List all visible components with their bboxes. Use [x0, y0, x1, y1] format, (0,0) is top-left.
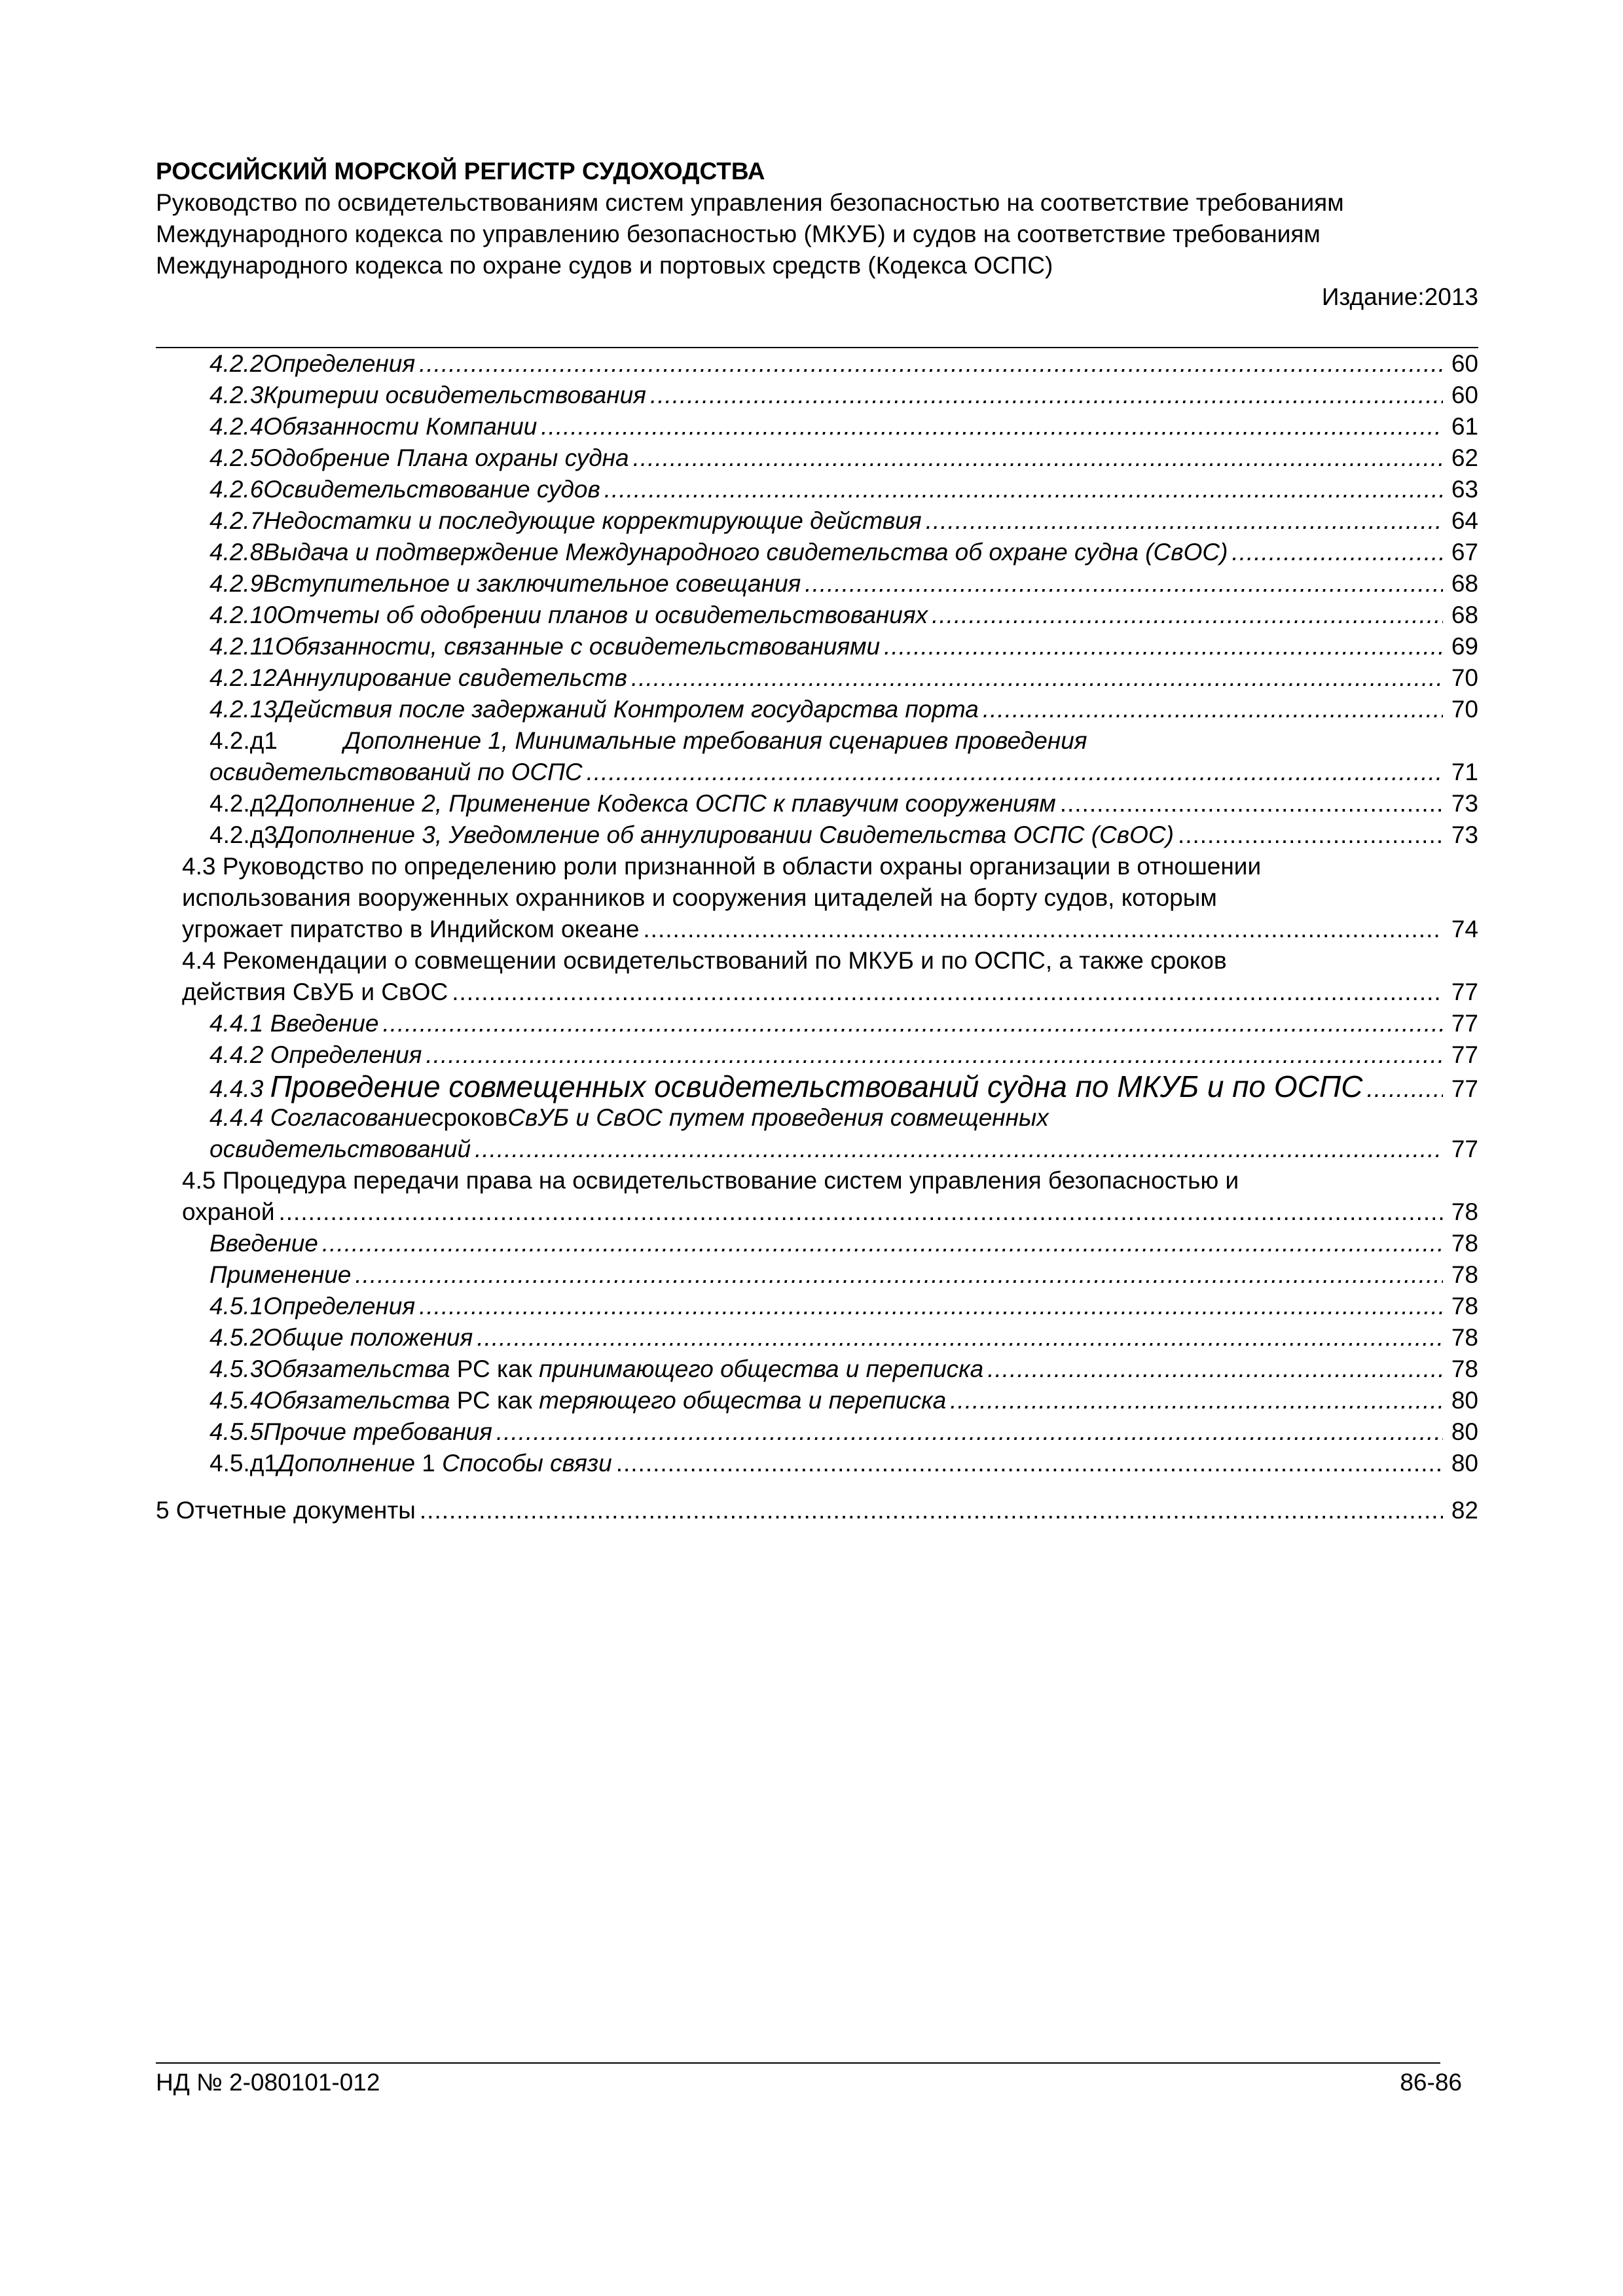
toc-entry-number: 4.4.4 — [210, 1104, 264, 1131]
toc-entry-number: 4.5.3 — [210, 1355, 264, 1382]
toc-entry[interactable] — [156, 568, 1478, 600]
toc-entry-page: 64 — [1451, 507, 1478, 534]
toc-entry[interactable] — [156, 505, 1478, 537]
toc-entry-page: 80 — [1451, 1418, 1478, 1445]
toc-entry-title: Определения — [270, 1041, 422, 1068]
toc-entry-number: 4.4.3 — [210, 1075, 264, 1102]
toc-entry[interactable] — [156, 788, 1478, 819]
dot-leader — [419, 348, 1443, 380]
toc-entry-title: Выдача и подтверждение Международного свидетельства об охране судна (СвОС) — [263, 539, 1228, 565]
toc-entry[interactable] — [156, 1102, 1478, 1134]
toc-entry-title: освидетельствований по ОСПС — [210, 759, 583, 785]
toc-entry[interactable] — [156, 1448, 1478, 1479]
toc-entry-number: 4.2.6 — [210, 476, 264, 503]
toc-entry-number: 4.2.2 — [210, 350, 264, 377]
toc-entry-page: 77 — [1451, 1010, 1478, 1037]
toc-entry-page: 68 — [1451, 601, 1478, 628]
toc-entry[interactable] — [156, 1039, 1478, 1071]
toc-entry-number: 4.2.3 — [210, 382, 264, 408]
toc-entry-title: охраной — [182, 1198, 275, 1225]
toc-entry-number: 4.2.9 — [210, 570, 264, 597]
dot-leader — [322, 1228, 1443, 1259]
toc-entry[interactable] — [156, 725, 1478, 757]
toc-entry-title: Проведение совмещенных освидетельствований судна по МКУБ и по ОСПС — [270, 1069, 1363, 1103]
toc-entry[interactable] — [156, 1385, 1478, 1416]
toc-entry-title: Способы связи — [442, 1450, 612, 1477]
dot-leader — [983, 694, 1443, 725]
toc-entry-page: 69 — [1451, 633, 1478, 660]
toc-entry[interactable] — [156, 537, 1478, 568]
toc-entry-title: 4.4 Рекомендации о совмещении освидетельствований по МКУБ и по ОСПС, а также сроков — [182, 947, 1227, 974]
toc-entry-page: 74 — [1451, 916, 1478, 942]
dot-leader — [604, 474, 1443, 505]
toc-entry-number: 4.5.5 — [210, 1418, 264, 1445]
toc-entry-number: 4.2.4 — [210, 413, 264, 440]
dot-leader — [643, 914, 1443, 945]
dot-leader — [420, 1495, 1443, 1526]
toc-entry-continuation[interactable] — [156, 977, 1478, 1008]
toc-entry-page: 78 — [1451, 1230, 1478, 1257]
dot-leader — [884, 631, 1443, 662]
toc-entry[interactable] — [156, 819, 1478, 851]
toc-entry-page: 78 — [1451, 1324, 1478, 1351]
toc-entry-number: 4.2.д2 — [210, 790, 278, 817]
toc-section-4-5[interactable] — [156, 1165, 1478, 1196]
toc-entry[interactable] — [156, 411, 1478, 442]
toc-section-5[interactable] — [156, 1495, 1478, 1526]
toc-entry-continuation[interactable] — [156, 757, 1478, 788]
dot-leader — [452, 977, 1443, 1008]
edition-label: Издание:2013 — [1321, 283, 1478, 310]
toc-entry[interactable] — [156, 1071, 1478, 1102]
toc-entry-title: теряющего общества и переписка — [539, 1387, 947, 1414]
toc-entry-number: 4.5.4 — [210, 1387, 264, 1414]
toc-entry-title: РС как — [456, 1355, 532, 1382]
toc-entry-number: 4.2.д3 — [210, 821, 278, 848]
toc-entry-title: Введение — [210, 1230, 318, 1257]
toc-entry[interactable] — [156, 1228, 1478, 1259]
dot-leader — [477, 1322, 1443, 1354]
toc-entry-number: 4.2.11 — [210, 633, 276, 660]
toc-entry-title: Отчеты об одобрении планов и освидетельствованиях — [276, 601, 928, 628]
toc-section-4-3[interactable] — [156, 851, 1478, 882]
toc-entry-title: Дополнение 1, Минимальные требования сценариев проведения — [344, 727, 1087, 754]
page-footer — [156, 2067, 1462, 2098]
toc-entry-title: Определения — [263, 350, 416, 377]
toc-entry-title: принимающего общества и переписка — [539, 1355, 984, 1382]
dot-leader — [633, 442, 1443, 474]
toc-entry[interactable] — [156, 1291, 1478, 1322]
toc-entry[interactable] — [156, 1354, 1478, 1385]
dot-leader — [1060, 788, 1443, 819]
document-number: НД № 2-080101-012 — [156, 2069, 380, 2096]
toc-entry-title: Согласование — [270, 1104, 431, 1131]
toc-entry-title: Дополнение 2, Применение Кодекса ОСПС к плавучим сооружениям — [277, 790, 1056, 817]
toc-entry[interactable] — [156, 1259, 1478, 1291]
toc-entry-title: Обязанности Компании — [263, 413, 538, 440]
toc-entry-number: 4.2.д1 — [210, 727, 278, 754]
toc-entry[interactable] — [156, 380, 1478, 411]
toc-entry-title: РС как — [456, 1387, 532, 1414]
toc-entry-page: 63 — [1451, 476, 1478, 503]
table-of-contents — [156, 348, 1478, 1526]
toc-entry-number: 4.2.13 — [210, 696, 277, 723]
toc-entry-title: Одобрение Плана охраны судна — [263, 444, 629, 471]
toc-entry-continuation[interactable] — [156, 1196, 1478, 1228]
toc-entry[interactable] — [156, 1416, 1478, 1448]
document-subtitle: Руководство по освидетельствованиям систем управления безопасностью на соответствие требованиям Международного кодекса по управлению безопасностью (МКУБ) и судов на соответствие требованиям Международного кодекса по охране судов и портовых средств (Кодекса ОСПС) — [156, 189, 1344, 279]
dot-leader — [926, 505, 1443, 537]
toc-entry-page: 77 — [1451, 1041, 1478, 1068]
toc-entry-number: 4.2.12 — [210, 664, 277, 691]
toc-entry-title: использования вооруженных охранников и сооружения цитаделей на борту судов, которым — [182, 884, 1217, 911]
toc-entry-continuation[interactable] — [156, 882, 1478, 914]
toc-entry-page: 82 — [1451, 1497, 1478, 1524]
dot-leader — [279, 1196, 1444, 1228]
toc-entry-page: 78 — [1451, 1355, 1478, 1382]
toc-entry-title: Недостатки и последующие корректирующие действия — [263, 507, 922, 534]
toc-entry-number: 4.5.д1 — [210, 1450, 278, 1477]
footer-divider — [156, 2062, 1440, 2064]
dot-leader — [355, 1259, 1443, 1291]
toc-entry-title: СвУБ и СвОС путем проведения совмещенных — [507, 1104, 1049, 1131]
toc-entry-page: 60 — [1451, 350, 1478, 377]
toc-entry-page: 67 — [1451, 539, 1478, 565]
dot-leader — [1231, 537, 1443, 568]
toc-entry-page: 78 — [1451, 1293, 1478, 1319]
toc-entry-number: 4.2.8 — [210, 539, 264, 565]
toc-entry-continuation[interactable] — [156, 914, 1478, 945]
toc-entry-page: 77 — [1451, 1136, 1478, 1162]
dot-leader — [475, 1134, 1443, 1165]
toc-entry-title: Освидетельствование судов — [263, 476, 600, 503]
dot-leader — [541, 411, 1443, 442]
toc-entry[interactable] — [156, 474, 1478, 505]
toc-entry-title: Обязательства — [263, 1355, 450, 1382]
page-number: 86-86 — [1400, 2069, 1462, 2096]
toc-entry[interactable] — [156, 442, 1478, 474]
toc-entry-page: 78 — [1451, 1261, 1478, 1288]
toc-entry-page: 80 — [1451, 1387, 1478, 1414]
toc-entry-number: 4.5.2 — [210, 1324, 264, 1351]
toc-entry[interactable] — [156, 662, 1478, 694]
toc-entry-title: Вступительное и заключительное совещания — [263, 570, 801, 597]
dot-leader — [426, 1039, 1443, 1071]
toc-entry-title: Дополнение 3, Уведомление об аннулировании Свидетельства ОСПС (СвОС) — [277, 821, 1174, 848]
dot-leader — [587, 757, 1443, 788]
toc-entry-page: 73 — [1451, 790, 1478, 817]
dot-leader — [616, 1448, 1443, 1479]
toc-entry-title: 4.5 Процедура передачи права на освидетельствование систем управления безопасностью и — [182, 1167, 1239, 1194]
toc-entry-title: Применение — [210, 1261, 352, 1288]
dot-leader — [1178, 819, 1443, 851]
toc-entry-title: Аннулирование свидетельств — [276, 664, 627, 691]
toc-entry-number: 4.4.1 — [210, 1010, 264, 1037]
toc-entry-title: Действия после задержаний Контролем государства порта — [276, 696, 979, 723]
toc-entry-title: Обязательства — [263, 1387, 450, 1414]
dot-leader — [805, 568, 1443, 600]
toc-entry-title: Введение — [270, 1010, 379, 1037]
toc-entry-title: Прочие требования — [263, 1418, 492, 1445]
toc-entry-title: Дополнение — [277, 1450, 415, 1477]
toc-entry-page: 77 — [1451, 978, 1478, 1005]
toc-entry-title: освидетельствований — [210, 1136, 471, 1162]
toc-entry-continuation[interactable] — [156, 1134, 1478, 1165]
document-header — [156, 156, 1478, 313]
toc-entry-number: 4.2.7 — [210, 507, 264, 534]
toc-entry-number: 4.2.10 — [210, 601, 277, 628]
toc-entry[interactable] — [156, 694, 1478, 725]
toc-entry-title: 5 Отчетные документы — [156, 1497, 416, 1524]
dot-leader — [987, 1354, 1443, 1385]
toc-entry-page: 70 — [1451, 664, 1478, 691]
toc-entry-title: сроков — [431, 1104, 508, 1131]
dot-leader — [950, 1385, 1443, 1416]
toc-entry-title: Определения — [263, 1293, 416, 1319]
toc-entry-title: 1 — [422, 1450, 435, 1477]
toc-entry-title: Общие положения — [263, 1324, 473, 1351]
toc-entry-number: 4.2.5 — [210, 444, 264, 471]
toc-entry-page: 77 — [1451, 1075, 1478, 1102]
toc-entry-title: действия СвУБ и СвОС — [182, 978, 448, 1005]
toc-section-4-4[interactable] — [156, 945, 1478, 977]
toc-entry-page: 71 — [1451, 759, 1478, 785]
dot-leader — [496, 1416, 1443, 1448]
toc-entry-page: 73 — [1451, 821, 1478, 848]
toc-entry-title: угрожает пиратство в Индийском океане — [182, 916, 640, 942]
toc-entry-number: 4.4.2 — [210, 1041, 264, 1068]
toc-entry-title: 4.3 Руководство по определению роли признанной в области охраны организации в отношении — [182, 853, 1262, 880]
toc-entry[interactable] — [156, 348, 1478, 380]
toc-entry-page: 62 — [1451, 444, 1478, 471]
dot-leader — [932, 600, 1443, 631]
toc-entry-title: Критерии освидетельствования — [263, 382, 646, 408]
toc-entry[interactable] — [156, 1322, 1478, 1354]
dot-leader — [1366, 1073, 1443, 1105]
toc-entry[interactable] — [156, 1008, 1478, 1039]
toc-entry-title: Обязанности, связанные с освидетельствованиями — [275, 633, 881, 660]
toc-entry-page: 78 — [1451, 1198, 1478, 1225]
dot-leader — [631, 662, 1443, 694]
dot-leader — [382, 1008, 1443, 1039]
dot-leader — [419, 1291, 1443, 1322]
toc-entry-page: 68 — [1451, 570, 1478, 597]
dot-leader — [650, 380, 1443, 411]
organization-title: РОССИЙСКИЙ МОРСКОЙ РЕГИСТР СУДОХОДСТВА — [156, 158, 765, 185]
toc-entry-page: 61 — [1451, 413, 1478, 440]
toc-entry-number: 4.5.1 — [210, 1293, 264, 1319]
toc-entry-page: 60 — [1451, 382, 1478, 408]
toc-entry[interactable] — [156, 600, 1478, 631]
toc-entry-page: 70 — [1451, 696, 1478, 723]
toc-entry-page: 80 — [1451, 1450, 1478, 1477]
toc-entry[interactable] — [156, 631, 1478, 662]
